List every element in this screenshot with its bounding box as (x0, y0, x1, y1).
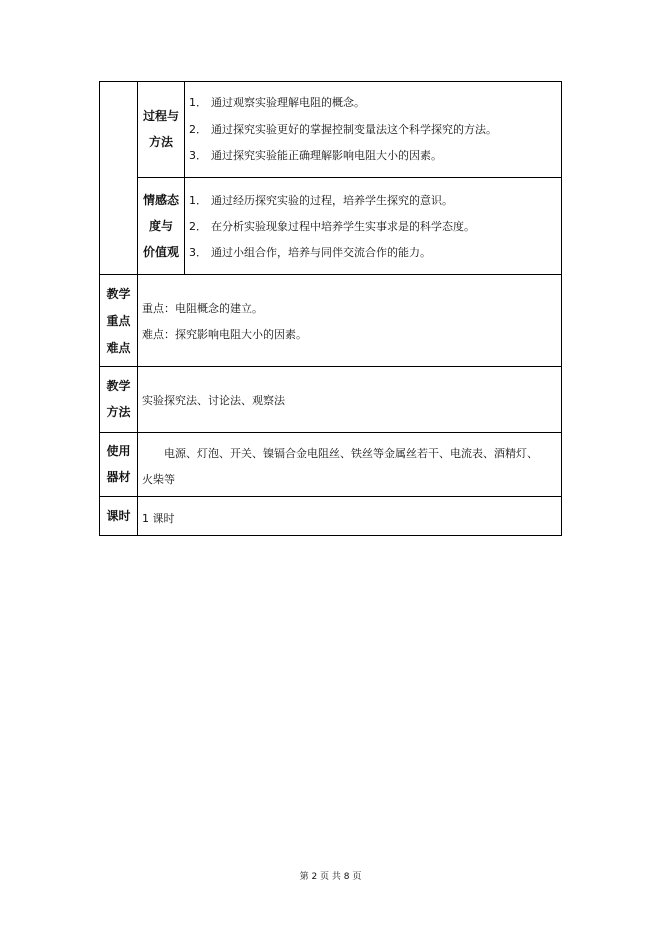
item-number: 3． (189, 246, 207, 259)
process-method-label-line1: 过程与 (142, 109, 179, 123)
item-text: 通过小组合作，培养与同伴交流合作的能力。 (211, 246, 431, 259)
equipment-label-line1: 使用 (106, 444, 131, 458)
key-points-label (100, 281, 137, 362)
method-text: 实验探究法、讨论法、观察法 (142, 394, 285, 407)
key-points-label-line2: 重点 (106, 314, 131, 328)
emotion-label-line1: 情感态 (142, 193, 179, 207)
process-method-item-2 (189, 121, 497, 137)
equipment-line-2: 火柴等 (142, 473, 175, 486)
process-method-label-line2: 方法 (148, 135, 173, 149)
key-point-line: 重点：电阻概念的建立。 (142, 302, 263, 315)
item-number: 1． (189, 194, 207, 207)
item-text: 通过探究实验能正确理解影响电阻大小的因素。 (211, 149, 442, 162)
item-number: 3． (189, 149, 207, 162)
key-points-label-line3: 难点 (106, 341, 131, 355)
equipment-line-1: 电源、灯泡、开关、镍镉合金电阻丝、铁丝等金属丝若干、电流表、酒精灯、 (164, 447, 538, 460)
item-number: 2． (189, 123, 207, 136)
item-number: 2． (189, 220, 207, 233)
difficult-point-line: 难点：探究影响电阻大小的因素。 (142, 328, 307, 341)
process-method-label (138, 103, 184, 155)
hours-text: 1 课时 (142, 512, 175, 525)
method-label-line2: 方法 (106, 405, 131, 419)
hours-label: 课时 (106, 509, 131, 523)
emotion-item-1 (189, 192, 453, 208)
page-footer: 第 2 页 共 8 页 (299, 872, 362, 882)
equipment-label-line2: 器材 (106, 470, 131, 484)
emotion-label (138, 187, 184, 265)
process-method-item-3 (189, 147, 442, 163)
process-method-item-1 (189, 94, 365, 110)
emotion-label-line2: 度与 (148, 219, 173, 233)
item-text: 通过经历探究实验的过程，培养学生探究的意识。 (211, 194, 453, 207)
item-text: 在分析实验现象过程中培养学生实事求是的科学态度。 (211, 220, 475, 233)
method-label (100, 373, 137, 425)
item-text: 通过探究实验更好的掌握控制变量法这个科学探究的方法。 (211, 123, 497, 136)
emotion-item-2 (189, 218, 475, 234)
emotion-label-line3: 价值观 (142, 245, 179, 259)
emotion-item-3 (189, 244, 431, 260)
item-number: 1． (189, 96, 207, 109)
key-points-label-line1: 教学 (106, 287, 131, 301)
item-text: 通过观察实验理解电阻的概念。 (211, 96, 365, 109)
equipment-label (100, 438, 137, 490)
method-label-line1: 教学 (106, 379, 131, 393)
